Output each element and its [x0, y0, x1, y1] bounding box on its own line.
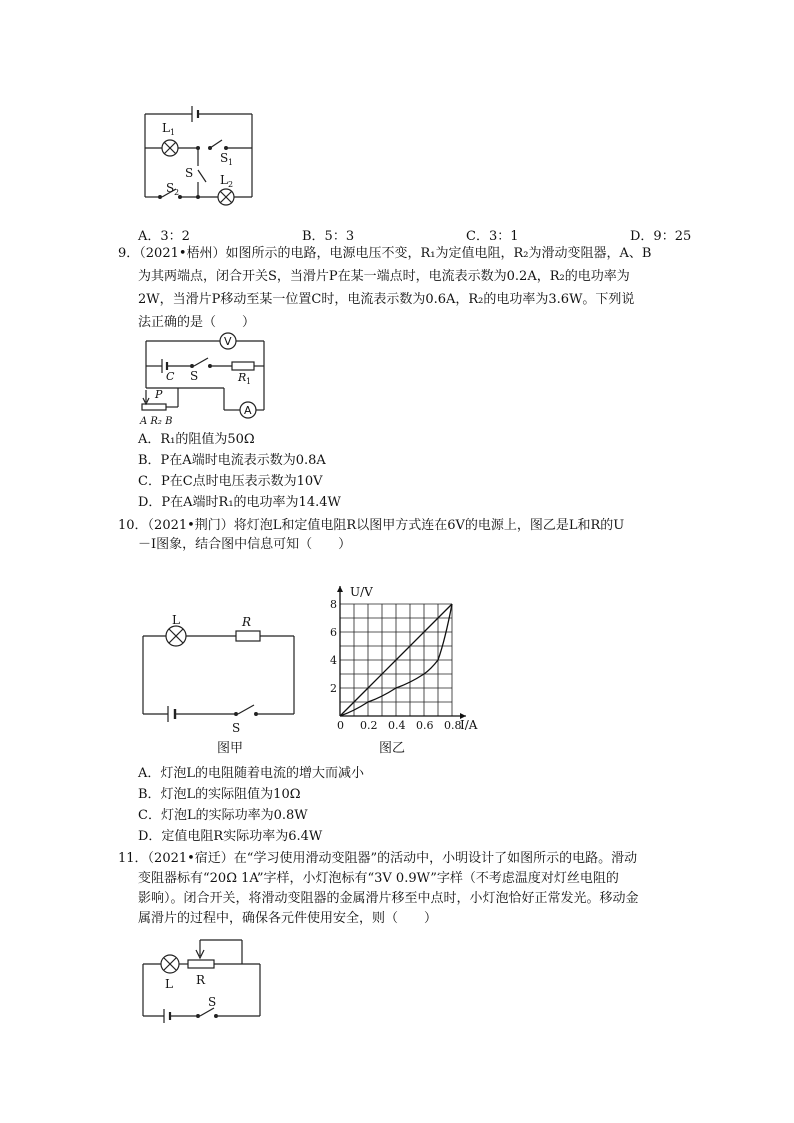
q9-text-line-3: 2W，当滑片P移动至某一位置C时，电流表示数为0.6A，R₂的电功率为3.6W。下列说 — [138, 292, 635, 307]
x-tick-label: 0.2 — [360, 719, 378, 732]
q9-label-R1: R — [238, 371, 247, 384]
q10-text-line-1: 10．（2021•荆门）将灯泡L和定值电阻R以图甲方式连在6V的电源上，图乙是L和R的U — [118, 518, 625, 533]
q11-label-R: R — [196, 973, 206, 987]
q9-label-S: S — [190, 369, 199, 383]
q11-label-S: S — [208, 995, 217, 1009]
y-tick-label: 6 — [330, 626, 337, 639]
q9-option-c: C．P在C点时电压表示数为10V — [138, 474, 323, 489]
q8-circuit-diagram — [130, 100, 270, 215]
x-tick-label: 0.6 — [416, 719, 434, 732]
q9-option-a: A．R₁的阻值为50Ω — [138, 432, 255, 447]
q9-label-C: C — [166, 370, 175, 383]
q8-label-S1: S — [220, 151, 229, 165]
q9-option-b: B．P在A端时电流表示数为0.8A — [138, 453, 326, 468]
q10-option-d: D．定值电阻R实际功率为6.4W — [138, 829, 323, 844]
y-tick-label: 2 — [330, 682, 337, 695]
q9-label-AR2B: A R₂ B — [140, 416, 173, 426]
x-tick-label: 0 — [337, 719, 344, 732]
q9-circuit-diagram — [138, 328, 278, 426]
q9-label-R1-sub: 1 — [246, 377, 252, 386]
q9-text-line-2: 为其两端点，闭合开关S，当滑片P在某一端点时，电流表示数为0.2A，R₂的电功率为 — [138, 269, 630, 284]
q8-option-a: A．3：2 — [138, 229, 190, 244]
q8-option-d: D．9：25 — [630, 229, 692, 244]
y-tick-label: 4 — [330, 654, 337, 667]
q11-text-line-3: 影响）。闭合开关，将滑动变阻器的金属滑片移至中点时，小灯泡恰好正常发光。移动金 — [138, 891, 639, 906]
q8-option-b: B．5：3 — [302, 229, 355, 244]
y-axis-arrow — [337, 586, 343, 592]
q9-label-P: P — [155, 388, 163, 401]
q11-label-L: L — [165, 977, 173, 991]
q8-label-S2-sub: 2 — [174, 188, 180, 197]
q10-caption-a: 图甲 — [217, 741, 244, 756]
y-tick-label: 8 — [330, 598, 337, 611]
q8-label-L2-sub: 2 — [228, 180, 234, 189]
q8-label-L2: L — [220, 173, 228, 187]
q8-label-S1-sub: 1 — [228, 158, 234, 167]
x-tick-label: 0.4 — [388, 719, 406, 732]
q10-label-R: R — [242, 615, 252, 629]
q10-caption-b: 图乙 — [379, 741, 406, 756]
q8-label-S: S — [185, 166, 194, 180]
q9-option-d: D．P在A端时R₁的电功率为14.4W — [138, 495, 341, 510]
q9-text-line-4: 法正确的是（ ） — [138, 315, 256, 330]
q8-label-L1-sub: 1 — [170, 128, 176, 137]
q10-ui-chart — [320, 576, 490, 736]
q9-text-line-1: 9．（2021•梧州）如图所示的电路，电源电压不变，R₁为定值电阻，R₂为滑动变阻器，A、B — [118, 246, 652, 261]
x-axis-label: I/A — [460, 718, 478, 732]
q10-label-S: S — [232, 721, 241, 735]
q8-option-c: C．3：1 — [466, 229, 519, 244]
q10-text-line-2: －I图象，结合图中信息可知（ ） — [138, 537, 352, 552]
q10-option-a: A．灯泡L的电阻随着电流的增大而减小 — [138, 766, 365, 781]
q9-voltmeter-label: V — [224, 335, 232, 348]
q11-text-line-1: 11．（2021•宿迁）在“学习使用滑动变阻器”的活动中，小明设计了如图所示的电路。滑动 — [118, 851, 638, 866]
x-tick-label: 0.8 — [444, 719, 462, 732]
q10-label-L: L — [172, 613, 180, 627]
q10-option-b: B．灯泡L的实际阻值为10Ω — [138, 787, 301, 802]
q10-circuit-diagram — [138, 612, 304, 740]
y-axis-label: U/V — [350, 585, 373, 599]
q11-circuit-diagram — [138, 936, 268, 1026]
q8-label-L1: L — [162, 121, 170, 135]
q11-text-line-2: 变阻器标有“20Ω 1A”字样，小灯泡标有“3V 0.9W”字样（不考虑温度对灯丝电阻的 — [138, 871, 619, 886]
q11-text-line-4: 属滑片的过程中，确保各元件使用安全，则（ ） — [138, 911, 438, 926]
q9-ammeter-label: A — [244, 404, 252, 417]
q10-option-c: C．灯泡L的实际功率为0.8W — [138, 808, 308, 823]
q8-label-S2: S — [166, 181, 175, 195]
